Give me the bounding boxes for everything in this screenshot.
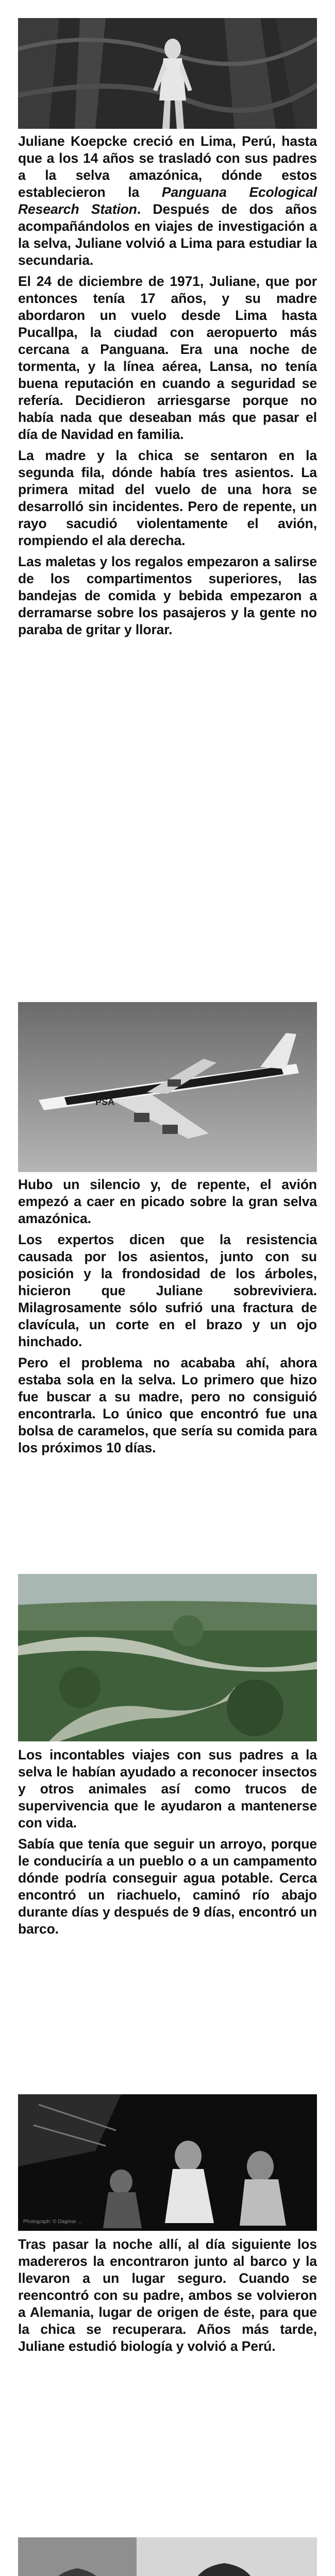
paragraph-lightning: La madre y la chica se sentaron en la segunda fila, dónde había tres asientos. La primera mitad del vuelo de una hora se desarrolló sin incidentes. Pero de repente, un rayo sacudió violentamente el avión, rompiendo el ala derecha. <box>18 448 317 548</box>
paragraph-stream: Sabía que tenía que seguir un arroyo, porque le conduciría a un pueblo o a un campamento dónde podría conseguir agua potable. Cerca encontró un riachuelo, caminó río abajo durante días y después de 9 días, encontró un barco. <box>18 1836 317 1937</box>
paragraph-survival-skills: Los incontables viajes con sus padres a la selva le habían ayudado a reconocer insectos y otros animales así como trucos de supervivencia que le ayudaron a mantenerse con vida. <box>18 1747 317 1831</box>
paragraph-experts: Los expertos dicen que la resistencia causada por los asientos, junto con su posición y la frondosidad de los árboles, hicieron que Juliane sobreviviera. Milagrosamente sólo sufrió una fractura de clavícula, un corte en el brazo y un ojo hinchado. <box>18 1232 317 1349</box>
jungle-girl-photo <box>18 18 317 129</box>
airplane-photo <box>18 1002 317 1172</box>
aerial-jungle-photo <box>18 1574 317 1741</box>
text-block-4 <box>18 2236 317 2359</box>
plane-livery-label: PSA <box>95 1097 115 1107</box>
paragraph-alone: Pero el problema no acababa ahí, ahora estaba sola en la selva. Lo primero que hizo fue buscar a su madre, pero no consiguió encontrarla. Lo único que encontró fue una bolsa de caramelos, que sería su comida para los próximos 10 días. <box>18 1355 317 1455</box>
paragraph-luggage: Las maletas y los regalos empezaron a salirse de los compartimentos superiores, las bandejas de comida y bebida empezaron a derramarse sobre los pasajeros y la gente no paraba de gritar y llorar. <box>18 554 317 637</box>
paragraph-flight: El 24 de diciembre de 1971, Juliane, que por entonces tenía 17 años, y su madre abordaron un vuelo desde Lima hasta Pucallpa, la ciudad con aeropuerto más cercana a Panguana. Era una noche de tormenta, y la línea aérea, Lansa, no tenía buena reputación en cuando a seguridad se refería. Decidieron arriesgarse porque no había nada que deseaban más que pasar el día de Navidad en familia. <box>18 274 317 442</box>
text-block-1 <box>18 133 317 642</box>
paragraph-rescue: Tras pasar la noche allí, al día siguiente los madereros la encontraron junto al barco y la llevaron a un lugar seguro. Cuando se reencontró con su padre, ambos se volvieron a Alemania, lugar de origen de éste, para que la chica se recuperara. Años más tarde, Juliane estudió biología y volvió a Perú. <box>18 2236 317 2354</box>
paragraph-intro: Juliane Koepcke creció en Lima, Perú, hasta que a los 14 años se trasladó con sus padres a la selva amazónica, dónde estos establecieron la Panguana Ecological Research Station. Después de dos años acompañándolos en viajes de investigación a la selva, Juliane volvió a Lima para estudiar la secundaria. <box>18 133 317 268</box>
juliane-adult-photo <box>18 2537 317 2576</box>
rescue-night-photo <box>18 2094 317 2231</box>
text-block-3 <box>18 1747 317 1942</box>
photo-credit: Photograph: © Dagmar ... <box>23 2219 82 2225</box>
paragraph-fall: Hubo un silencio y, de repente, el avión empezó a caer en picado sobre la gran selva amazónica. <box>18 1177 317 1226</box>
text-block-2 <box>18 1176 317 1461</box>
